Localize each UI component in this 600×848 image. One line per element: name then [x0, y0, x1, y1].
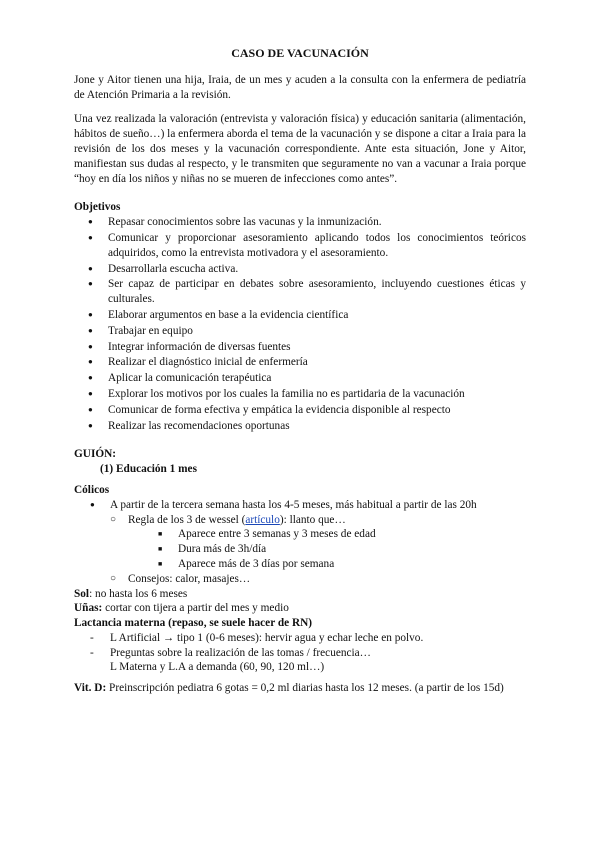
vitd-line: [74, 681, 526, 696]
list-item: ● Realizar las recomendaciones oportunas: [74, 419, 526, 434]
list-item: ■ Aparece más de 3 días por semana: [146, 557, 526, 572]
list-item: - Preguntas sobre la realización de las tomas / frecuencia…: [74, 646, 526, 661]
list-item: ● Elaborar argumentos en base a la evidencia científica: [74, 308, 526, 323]
wessel-text-post: ): llanto que…: [279, 513, 346, 526]
sol-text: : no hasta los 6 meses: [89, 587, 188, 600]
list-item: - L Artificial → tipo 1 (0-6 meses): hervir agua y echar leche en polvo.: [74, 631, 526, 646]
list-item: ● Aplicar la comunicación terapéutica: [74, 371, 526, 386]
vitd-text: Preinscripción pediatra 6 gotas = 0,2 ml diarias hasta los 12 meses. (a partir de los 15d): [106, 682, 504, 695]
wessel-text-pre: Regla de los 3 de wessel (: [128, 513, 246, 526]
list-item: ● Comunicar de forma efectiva y empática la evidencia disponible al respecto: [74, 403, 526, 418]
unas-label: Uñas:: [74, 602, 103, 615]
list-item: ● Trabajar en equipo: [74, 324, 526, 339]
lactancia-text: , se suele hacer de RN): [203, 617, 313, 630]
list-item: ○ Consejos: calor, masajes…: [110, 572, 526, 587]
sol-line: [74, 587, 526, 602]
wessel-list: [74, 513, 526, 587]
list-item: [110, 513, 526, 572]
list-item: ● Comunicar y proporcionar asesoramiento aplicando todos los conocimientos teóricos adquiridos, como la entrevista motivadora y el asesoramiento.: [74, 231, 526, 261]
vitd-label: Vit. D:: [74, 682, 107, 695]
list-item: ■ Aparece entre 3 semanas y 3 meses de edad: [146, 527, 526, 542]
list-item: ● Integrar información de diversas fuentes: [74, 340, 526, 355]
wessel-criteria-list: [128, 527, 526, 571]
list-item: ● Repasar conocimientos sobre las vacunas y la inmunización.: [74, 215, 526, 230]
document-title: CASO DE VACUNACIÓN: [231, 46, 369, 60]
list-item: ● A partir de la tercera semana hasta los 4-5 meses, más habitual a partir de las 20h: [74, 498, 526, 513]
list-item: ● Ser capaz de participar en debates sobre asesoramiento, incluyendo cuestiones éticas y culturales.: [74, 277, 526, 307]
lactancia-list: [74, 631, 526, 661]
intro-paragraph-2: Una vez realizada la valoración (entrevista y valoración física) y educación sanitaria (alimentación, hábitos de sueño…) la enfermera aborda el tema de la vacunación y se dispone a citar a Iraia para la revisión de los dos meses y la vacunación correspondiente. Ante esta situación, Jone y Aitor, manifiestan sus dudas al respecto, y le transmiten que seguramente no van a vacunar a Iraia porque “hoy en día los niños y niñas no se mueren de infecciones como antes”.: [74, 113, 526, 185]
sol-label: Sol: [74, 587, 90, 600]
list-item: ● Realizar el diagnóstico inicial de enfermería: [74, 355, 526, 370]
articulo-link[interactable]: artículo: [245, 513, 280, 526]
unas-line: [74, 601, 526, 616]
objetivos-list: [74, 215, 526, 433]
lactancia-line: [74, 616, 526, 631]
educacion-section-heading: (1) Educación 1 mes: [100, 463, 197, 476]
document-page: [74, 46, 526, 696]
guion-heading: GUIÓN:: [74, 448, 117, 461]
colicos-list: [74, 498, 526, 513]
intro-paragraph-1: Jone y Aitor tienen una hija, Iraia, de un mes y acuden a la consulta con la enfermera de pediatría de Atención Primaria a la revisión.: [74, 73, 526, 101]
lactancia-extra: L Materna y L.A a demanda (60, 90, 120 ml…): [110, 661, 325, 674]
colicos-heading: Cólicos: [74, 483, 110, 496]
list-item: ■ Dura más de 3h/día: [146, 542, 526, 557]
unas-text: cortar con tijera a partir del mes y medio: [102, 602, 289, 615]
list-item: ● Desarrollarla escucha activa.: [74, 262, 526, 277]
objetivos-heading: Objetivos: [74, 201, 121, 214]
lactancia-label: Lactancia materna (repaso: [74, 617, 204, 630]
list-item: ● Explorar los motivos por los cuales la familia no es partidaria de la vacunación: [74, 387, 526, 402]
